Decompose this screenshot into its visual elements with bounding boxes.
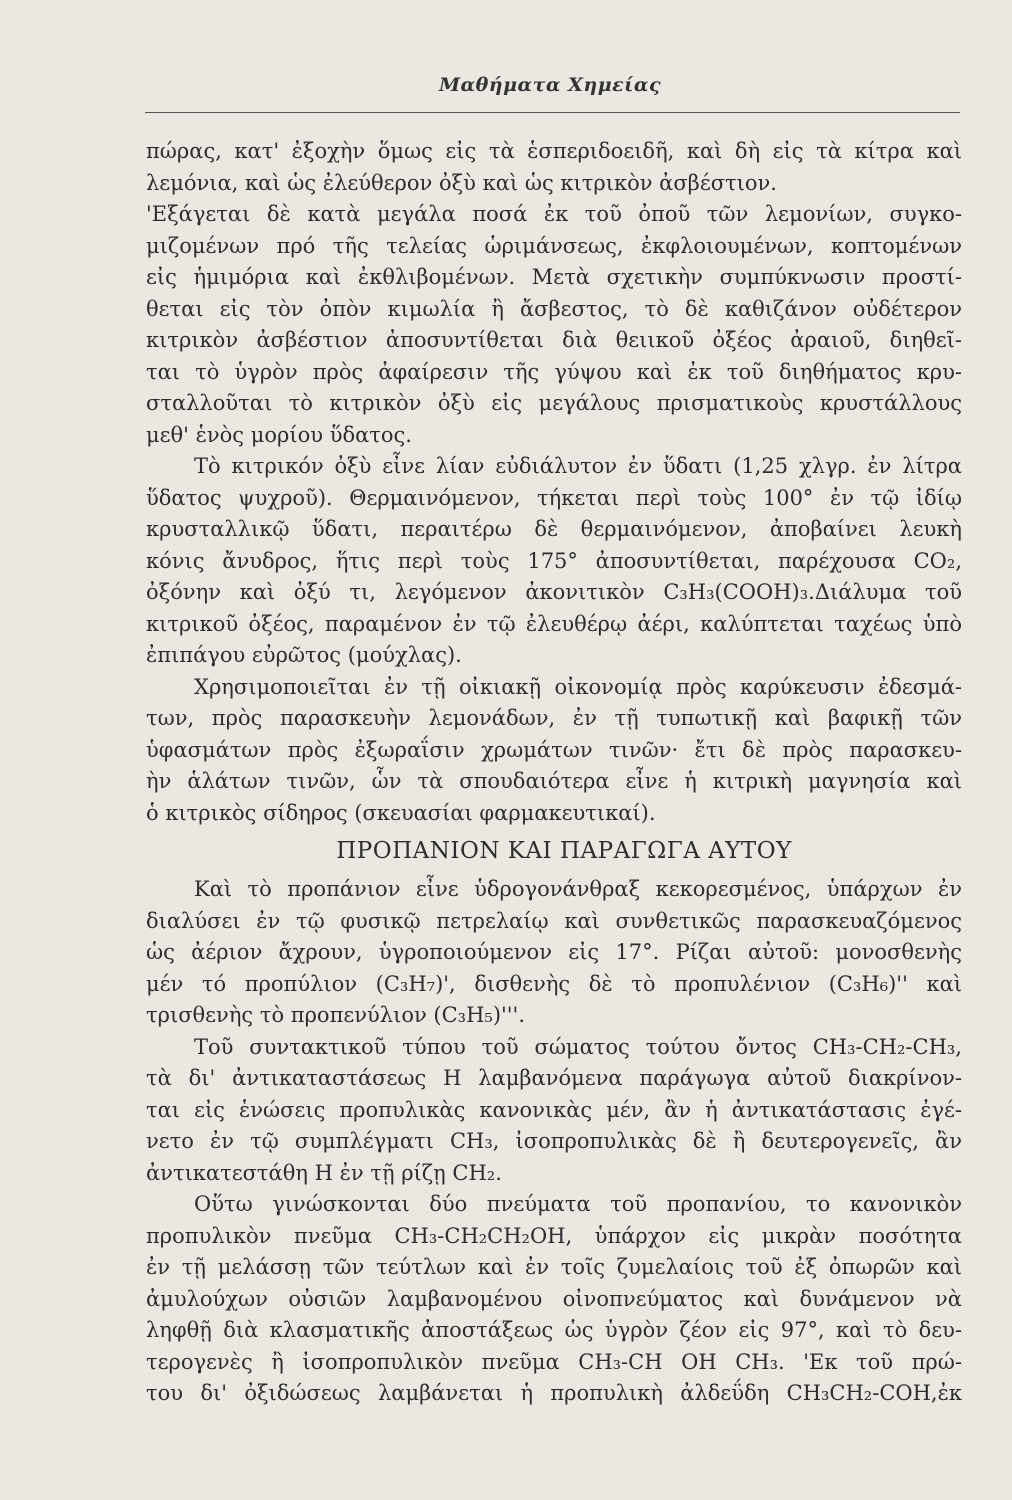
text-line: κιτρικὸν ἀσβέστιον ἀποσυντίθεται διὰ θειικοῦ ὀξέος ἀραιοῦ, διηθεῖ- xyxy=(146,328,962,352)
text-line: ὕδατος ψυχροῦ). Θερμαινόμενον, τήκεται περὶ τοὺς 100° ἐν τῷ ἰδίῳ xyxy=(146,485,962,510)
text-line: τερογενὲς ἢ ἰσοπροπυλικὸν πνεῦμα CH₃-CH OH CH₃. 'Εκ τοῦ πρώ- xyxy=(146,1349,962,1374)
text-line: ἐν τῇ μελάσσῃ τῶν τεύτλων καὶ ἐν τοῖς ζυμελαίοις τοῦ ἐξ ὀπωρῶν καὶ xyxy=(146,1255,962,1279)
text-line: κόνις ἄνυδρος, ἥτις περὶ τοὺς 175° ἀποσυντίθεται, παρέχουσα CO₂, xyxy=(146,548,962,573)
text-line: ἀντικατεστάθη Η ἐν τῇ ρίζῃ CH₂. xyxy=(146,1160,502,1185)
text-line: ὑφασμάτων πρὸς ἐξωραΐσιν χρωμάτων τινῶν· ἔτι δὲ πρὸς παρασκευ- xyxy=(146,737,962,762)
text-line: ὡς ἀέριον ἄχρουν, ὑγροποιούμενον εἰς 17°. Ρίζαι αὐτοῦ: μονοσθενὴς xyxy=(146,940,962,964)
text-line: τρισθενὴς τὸ προπενύλιον (C₃H₅)'''. xyxy=(146,1003,526,1027)
text-line: λεμόνια, καὶ ὡς ἐλεύθερον ὀξὺ καὶ ὡς κιτρικὸν ἀσβέστιον. xyxy=(146,170,777,195)
text-line: διαλύσει ἐν τῷ φυσικῷ πετρελαίῳ καὶ συνθετικῶς παρασκευαζόμενος xyxy=(146,908,962,933)
text-line: νετο ἐν τῷ συμπλέγματι CH₃, ἰσοπροπυλικὰς δὲ ἢ δευτερογενεῖς, ἂν xyxy=(146,1129,962,1153)
text-line: Τοῦ συντακτικοῦ τύπου τοῦ σώματος τούτου ὄντος CH₃-CH₂-CH₃, xyxy=(194,1034,962,1059)
text-line: προπυλικὸν πνεῦμα CH₃-CH₂CH₂OH, ὑπάρχον εἰς μικρὰν ποσότητα xyxy=(146,1223,962,1248)
text-line: Οὕτω γινώσκονται δύο πνεύματα τοῦ προπανίου, το κανονικὸν xyxy=(194,1192,962,1216)
text-line: ἀμυλούχων οὐσιῶν λαμβανομένου οἰνοπνεύματος καὶ δυνάμενον νὰ xyxy=(146,1286,962,1311)
text-line: κιτρικοῦ ὀξέος, παραμένον ἐν τῷ ἐλευθέρῳ ἀέρι, καλύπτεται ταχέως ὑπὸ xyxy=(146,611,962,636)
text-line: των, πρὸς παρασκευὴν λεμονάδων, ἐν τῇ τυπωτικῇ καὶ βαφικῇ τῶν xyxy=(146,706,962,730)
section-heading: ΠΡΟΠΑΝΙΟΝ ΚΑΙ ΠΑΡΑΓΩΓΑ ΑΥΤΟΥ xyxy=(336,838,792,864)
text-line: εἰς ἡμιμόρια καὶ ἐκθλιβομένων. Μετὰ σχετικὴν συμπύκνωσιν προστί- xyxy=(146,265,962,289)
text-line: ται τὸ ὑγρὸν πρὸς ἀφαίρεσιν τῆς γύψου καὶ ἐκ τοῦ διηθήματος κρυ- xyxy=(146,359,962,384)
text-line: του δι' ὀξιδώσεως λαμβάνεται ἡ προπυλικὴ ἀλδεΰδη CH₃CH₂-COH,ἐκ xyxy=(146,1381,962,1405)
text-line: ὁ κιτρικὸς σίδηρος (σκευασίαι φαρμακευτικαί). xyxy=(146,800,656,825)
text-line: μέν τό προπύλιον (C₃H₇)', δισθενὴς δὲ τὸ προπυλένιον (C₃H₆)'' καὶ xyxy=(146,971,962,996)
text-line: Χρησιμοποιεῖται ἐν τῇ οἰκιακῇ οἰκονομίᾳ πρὸς καρύκευσιν ἐδεσμά- xyxy=(194,674,962,699)
text-line: σταλλοῦται τὸ κιτρικὸν ὀξὺ εἰς μεγάλους πρισματικοὺς κρυστάλλους xyxy=(146,391,962,415)
text-line: τὰ δι' ἀντικαταστάσεως Η λαμβανόμενα παράγωγα αὐτοῦ διακρίνον- xyxy=(146,1066,962,1090)
body-text xyxy=(146,136,962,1410)
text-line: ὀξόνην καὶ ὀξύ τι, λεγόμενον ἀκονιτικὸν C₃H₃(COOH)₃.Διάλυμα τοῦ xyxy=(146,580,962,604)
text-line: μεθ' ἑνὸς μορίου ὕδατος. xyxy=(146,422,412,447)
text-line: κρυσταλλικῷ ὕδατι, περαιτέρω δὲ θερμαινόμενον, ἀποβαίνει λευκὴ xyxy=(146,517,962,541)
text-line: 'Εξάγεται δὲ κατὰ μεγάλα ποσά ἐκ τοῦ ὀποῦ τῶν λεμονίων, συγκο- xyxy=(146,202,962,226)
text-line: Τὸ κιτρικόν ὀξὺ εἶνε λίαν εὐδιάλυτον ἐν ὕδατι (1,25 χλγρ. ἐν λίτρα xyxy=(194,454,962,478)
text-line: ὴν ἁλάτων τινῶν, ὧν τὰ σπουδαιότερα εἶνε ἡ κιτρικὴ μαγνησία καὶ xyxy=(146,769,962,793)
text-line: ται εἰς ἑνώσεις προπυλικὰς κανονικὰς μέν, ἂν ἡ ἀντικατάστασις ἐγέ- xyxy=(146,1097,962,1122)
text-line: πώρας, κατ' ἐξοχὴν ὅμως εἰς τὰ ἑσπεριδοειδῆ, καὶ δὴ εἰς τὰ κίτρα καὶ xyxy=(146,139,962,163)
text-line: ἐπιπάγου εὐρῶτος (μούχλας). xyxy=(146,643,462,667)
text-line: θεται εἰς τὸν ὀπὸν κιμωλία ἢ ἄσβεστος, τὸ δὲ καθιζάνον οὐδέτερον xyxy=(146,296,962,321)
text-line: μιζομένων πρό τῆς τελείας ὡριμάνσεως, ἐκφλοιουμένων, κοπτομένων xyxy=(146,233,962,258)
header-rule xyxy=(145,112,960,113)
text-line: Καὶ τὸ προπάνιον εἶνε ὑδρογονάνθραξ κεκορεσμένος, ὑπάρχων ἐν xyxy=(194,877,962,901)
running-head: Μαθήματα Χημείας xyxy=(438,74,662,96)
text-line: ληφθῇ διὰ κλασματικῆς ἀποστάξεως ὡς ὑγρὸν ζέον εἰς 97°, καὶ τὸ δευ- xyxy=(146,1318,962,1342)
